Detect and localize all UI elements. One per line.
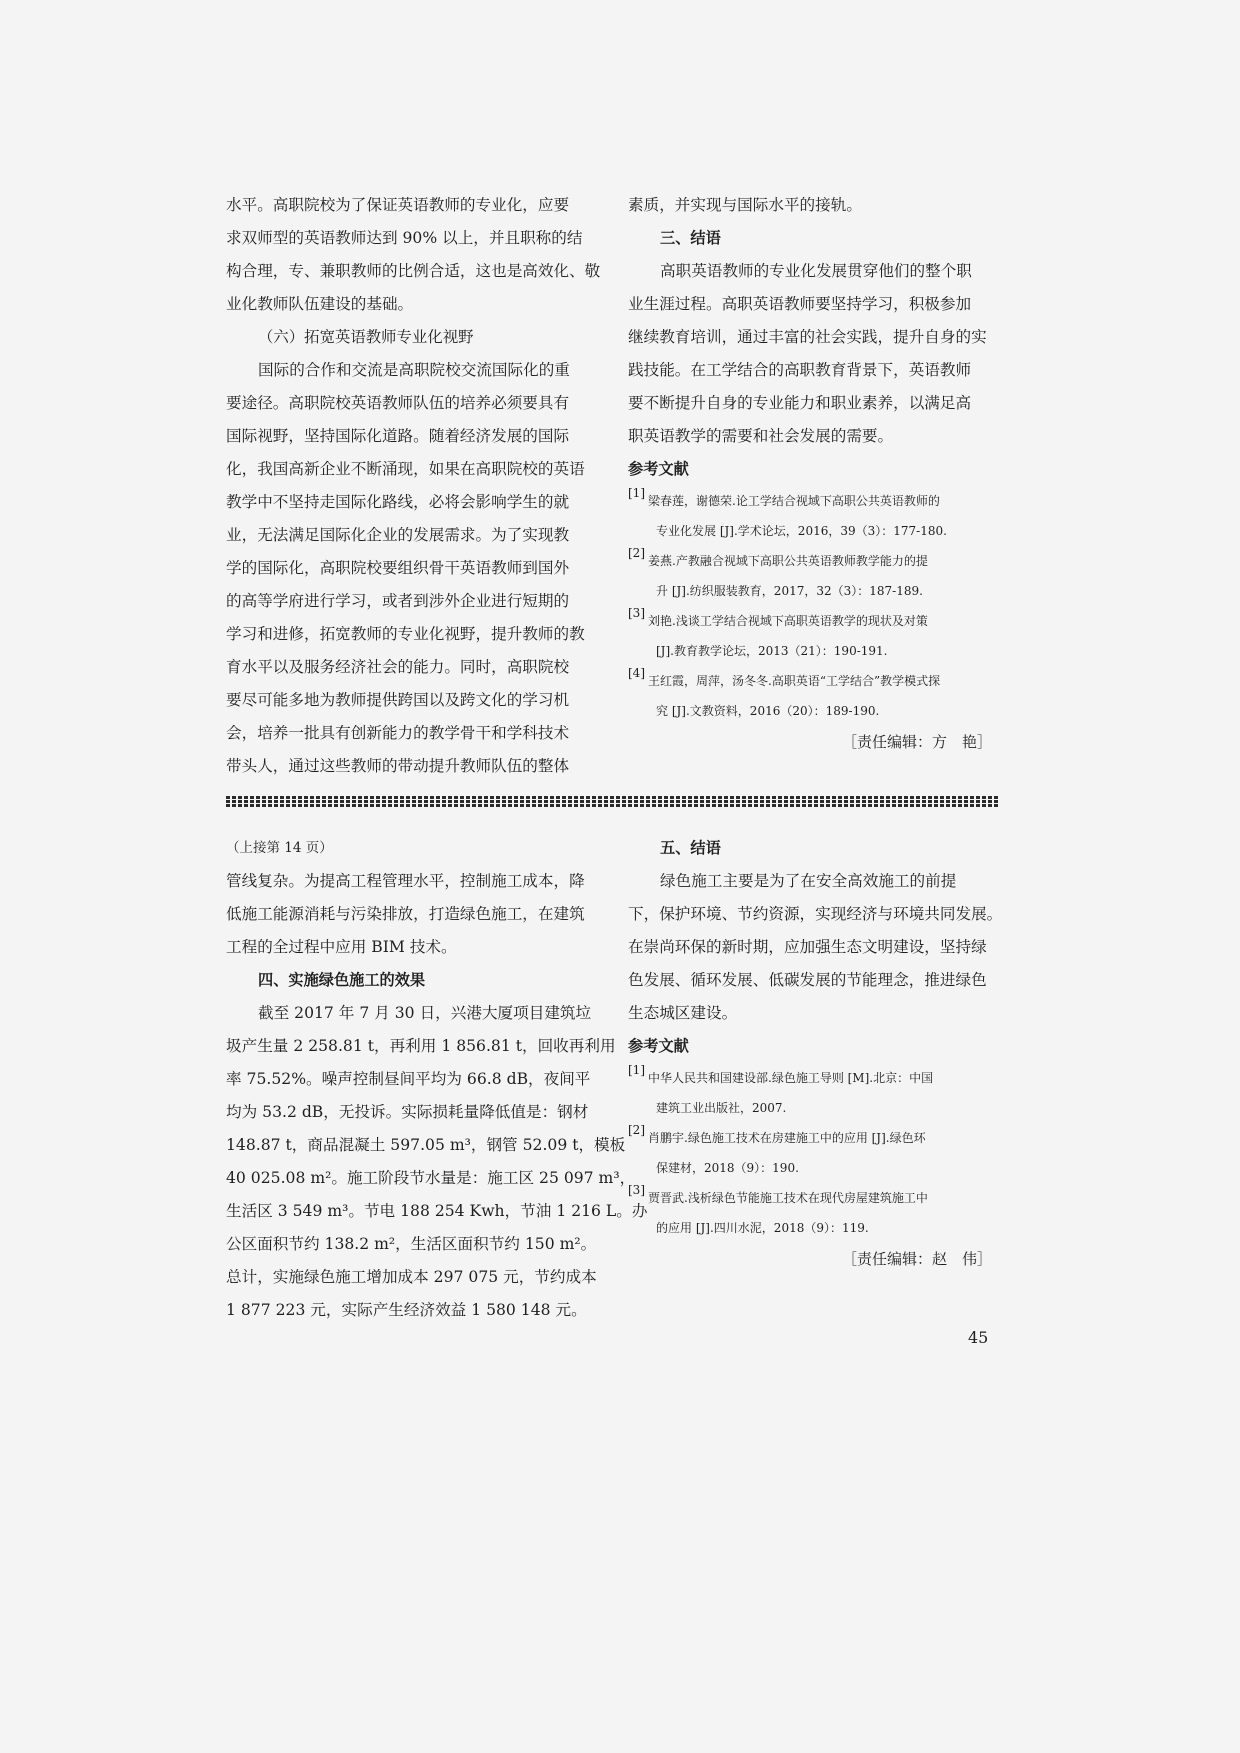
body-line: 下，保护环境、节约资源，实现经济与环境共同发展。	[628, 905, 1003, 923]
body-line: 绿色施工主要是为了在安全高效施工的前提	[660, 872, 957, 890]
reference-text: 刘艳.浅谈工学结合视域下高职英语教学的现状及对策	[648, 614, 928, 628]
references-heading: 参考文献	[628, 1037, 689, 1055]
lower-right-column	[628, 832, 1003, 1276]
body-line: 国际视野，坚持国际化道路。随着经济发展的国际	[226, 427, 570, 445]
body-line: 继续教育培训，通过丰富的社会实践，提升自身的实	[628, 328, 987, 346]
subsection-heading: （六）拓宽英语教师专业化视野	[258, 328, 474, 346]
section-heading: 五、结语	[660, 839, 721, 857]
reference-text: [J].教育教学论坛，2013（21）：190-191.	[656, 644, 888, 658]
body-line: 低施工能源消耗与污染排放，打造绿色施工，在建筑	[226, 905, 585, 923]
reference-item	[628, 546, 1000, 606]
reference-text: 贾晋武.浅析绿色节能施工技术在现代房屋建筑施工中	[648, 1191, 928, 1205]
article-divider	[226, 795, 1000, 807]
reference-text: 姜燕.产教融合视域下高职公共英语教师教学能力的提	[648, 554, 928, 568]
reference-item	[628, 486, 1000, 546]
body-line: 业生涯过程。高职英语教师要坚持学习，积极参加	[628, 295, 972, 313]
reference-text: 保建材，2018（9）：190.	[656, 1161, 799, 1175]
continued-note: （上接第 14 页）	[226, 840, 333, 856]
reference-text: 梁春莲，谢德荣.论工学结合视域下高职公共英语教师的	[648, 494, 940, 508]
body-line: 高职英语教师的专业化发展贯穿他们的整个职	[660, 262, 972, 280]
body-line: 截至 2017 年 7 月 30 日，兴港大厦项目建筑垃	[258, 1004, 592, 1022]
reference-text: 升 [J].纺织服装教育，2017，32（3）：187-189.	[656, 584, 923, 598]
reference-item	[628, 1183, 1000, 1243]
body-line: 水平。高职院校为了保证英语教师的专业化，应要	[226, 196, 570, 214]
body-line: 育水平以及服务经济社会的能力。同时，高职院校	[226, 658, 570, 676]
body-line: 要尽可能多地为教师提供跨国以及跨文化的学习机	[226, 691, 570, 709]
reference-text: 肖鹏宇.绿色施工技术在房建施工中的应用 [J].绿色环	[648, 1131, 926, 1145]
body-line: 圾产生量 2 258.81 t，再利用 1 856.81 t，回收再利用	[226, 1037, 616, 1055]
body-line: 带头人，通过这些教师的带动提升教师队伍的整体	[226, 757, 570, 775]
body-line: 要不断提升自身的专业能力和职业素养，以满足高	[628, 394, 972, 412]
upper-right-column	[628, 189, 1000, 759]
body-line: 生活区 3 549 m³。节电 188 254 Kwh，节油 1 216 L。办	[226, 1202, 648, 1220]
body-line: 148.87 t，商品混凝土 597.05 m³，钢管 52.09 t，模板	[226, 1136, 626, 1154]
body-line: 要途径。高职院校英语教师队伍的培养必须要具有	[226, 394, 570, 412]
editor-credit: ［责任编辑：方 艳］	[841, 733, 992, 751]
body-line: 在崇尚环保的新时期，应加强生态文明建设，坚持绿	[628, 938, 987, 956]
reference-number: [1]	[628, 1063, 645, 1077]
body-line: 会，培养一批具有创新能力的教学骨干和学科技术	[226, 724, 570, 742]
body-line: 管线复杂。为提高工程管理水平，控制施工成本，降	[226, 872, 585, 890]
body-line: 率 75.52%。噪声控制昼间平均为 66.8 dB，夜间平	[226, 1070, 591, 1088]
body-line: 求双师型的英语教师达到 90% 以上，并且职称的结	[226, 229, 583, 247]
section-heading: 三、结语	[660, 229, 721, 247]
body-line: 均为 53.2 dB，无投诉。实际损耗量降低值是：钢材	[226, 1103, 589, 1121]
reference-number: [4]	[628, 666, 645, 680]
body-line: 素质，并实现与国际水平的接轨。	[628, 196, 862, 214]
reference-number: [2]	[628, 1123, 645, 1137]
reference-number: [1]	[628, 486, 645, 500]
body-line: 公区面积节约 138.2 m²，生活区面积节约 150 m²。	[226, 1235, 597, 1253]
body-line: 教学中不坚持走国际化路线，必将会影响学生的就	[226, 493, 570, 511]
body-line: 构合理，专、兼职教师的比例合适，这也是高效化、敬	[226, 262, 601, 280]
reference-item	[628, 1063, 1000, 1123]
reference-text: 中华人民共和国建设部.绿色施工导则 [M].北京：中国	[648, 1071, 934, 1085]
body-line: 色发展、循环发展、低碳发展的节能理念，推进绿色	[628, 971, 987, 989]
reference-item	[628, 606, 1000, 666]
reference-text: 的应用 [J].四川水泥，2018（9）：119.	[656, 1221, 869, 1235]
body-line: 学习和进修，拓宽教师的专业化视野，提升教师的教	[226, 625, 585, 643]
reference-number: [3]	[628, 1183, 645, 1197]
body-line: 工程的全过程中应用 BIM 技术。	[226, 938, 457, 956]
reference-text: 王红霞，周萍，汤冬冬.高职英语“工学结合”教学模式探	[648, 674, 941, 688]
body-line: 化，我国高新企业不断涌现，如果在高职院校的英语	[226, 460, 585, 478]
reference-text: 究 [J].文教资料，2016（20）：189-190.	[656, 704, 880, 718]
body-line: 的高等学府进行学习，或者到涉外企业进行短期的	[226, 592, 570, 610]
reference-item	[628, 666, 1000, 726]
upper-left-column	[226, 189, 601, 783]
reference-number: [2]	[628, 546, 645, 560]
reference-text: 建筑工业出版社，2007.	[656, 1101, 787, 1115]
lower-left-column	[226, 832, 648, 1327]
reference-item	[628, 1123, 1000, 1183]
body-line: 总计，实施绿色施工增加成本 297 075 元，节约成本	[226, 1268, 597, 1286]
body-line: 生态城区建设。	[628, 1004, 738, 1022]
body-line: 践技能。在工学结合的高职教育背景下，英语教师	[628, 361, 972, 379]
page-number: 45	[968, 1328, 989, 1347]
editor-credit: ［责任编辑：赵 伟］	[841, 1250, 992, 1268]
body-line: 业化教师队伍建设的基础。	[226, 295, 414, 313]
reference-text: 专业化发展 [J].学术论坛，2016，39（3）：177-180.	[656, 524, 947, 538]
body-line: 职英语教学的需要和社会发展的需要。	[628, 427, 894, 445]
body-line: 学的国际化，高职院校要组织骨干英语教师到国外	[226, 559, 570, 577]
references-heading: 参考文献	[628, 460, 689, 478]
body-line: 业，无法满足国际化企业的发展需求。为了实现教	[226, 526, 570, 544]
body-line: 国际的合作和交流是高职院校交流国际化的重	[258, 361, 570, 379]
section-heading: 四、实施绿色施工的效果	[258, 971, 426, 989]
body-line: 1 877 223 元，实际产生经济效益 1 580 148 元。	[226, 1301, 587, 1319]
body-line: 40 025.08 m²。施工阶段节水量是：施工区 25 097 m³，	[226, 1169, 636, 1187]
reference-number: [3]	[628, 606, 645, 620]
